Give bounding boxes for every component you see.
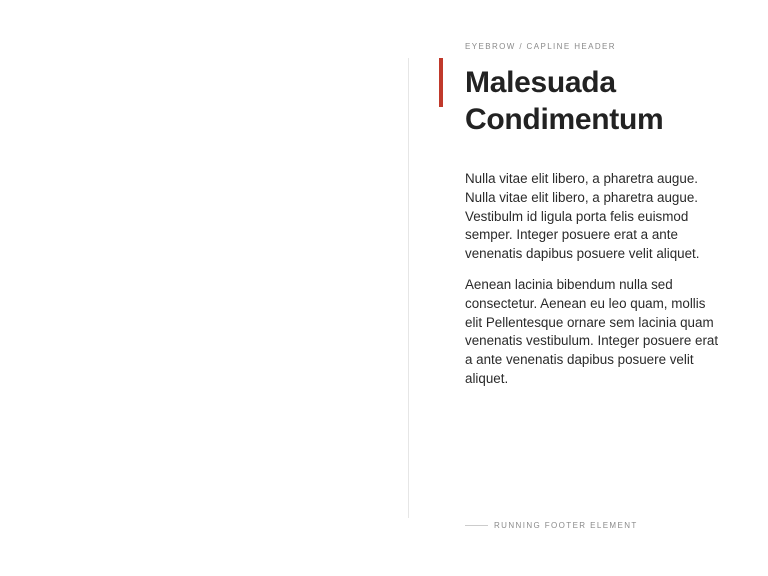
column-divider	[408, 58, 409, 518]
page-title: Malesuada Condimentum	[465, 66, 664, 136]
footer-rule	[465, 525, 488, 526]
eyebrow-header: EYEBROW / CAPLINE HEADER	[465, 42, 616, 51]
footer-text: RUNNING FOOTER ELEMENT	[494, 521, 638, 530]
body-paragraph-2: Aenean lacinia bibendum nulla sed consectetur. Aenean eu leo quam, mollis elit Pellentesque ornare sem lacinia quam venenatis vestibulum. Integer posuere erat a ante venenatis dapibus posuere velit aliquet.	[465, 276, 719, 386]
running-footer	[465, 521, 638, 530]
title-accent-bar	[439, 58, 443, 107]
body-copy	[465, 170, 725, 401]
body-paragraph-1: Nulla vitae elit libero, a pharetra augue. Nulla vitae elit libero, a pharetra augue. Vestibulm id ligula porta felis euismod semper. Integer posuere erat a ante venenatis dapibus posuere velit aliquet.	[465, 171, 700, 262]
